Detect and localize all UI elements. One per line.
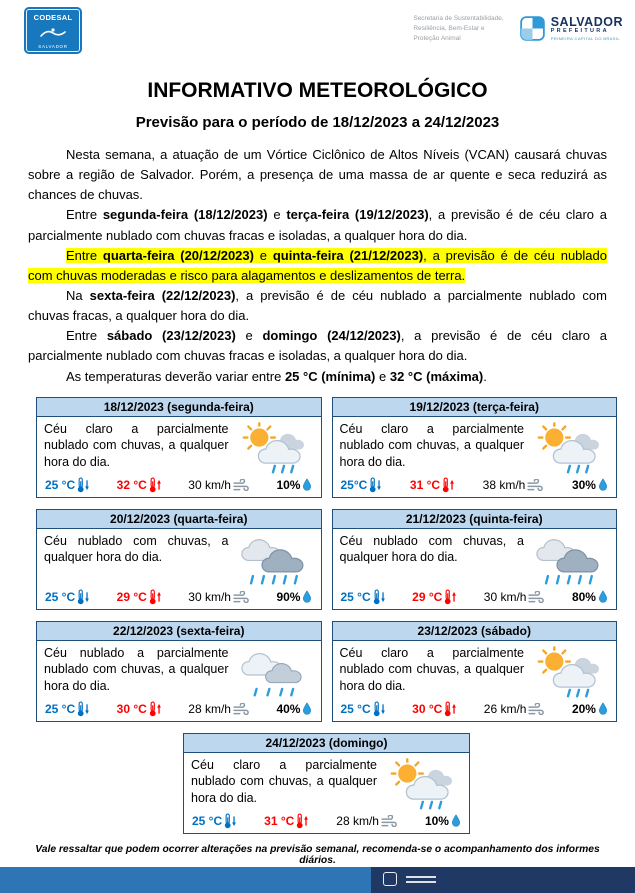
card-stats-row (333, 589, 617, 609)
min-temperature-group (341, 477, 383, 493)
body-text: , a previsão é de céu nublado a parcialmente nublado com chuvas fracas, a qualquer hora do dia. (28, 287, 607, 324)
max-temperature-group (412, 701, 457, 717)
wind-speed: 26 km/h (483, 701, 527, 716)
card-description: Céu claro a parcialmente nublado com chuvas, a qualquer hora do dia. (339, 421, 524, 469)
sun-cloud-rain-icon (527, 421, 609, 477)
wind-icon (528, 703, 545, 715)
wind-speed: 30 km/h (483, 589, 527, 604)
card-description: Céu nublado com chuvas, a qualquer hora do dia. (44, 533, 229, 565)
max-temperature: 32 °C (116, 477, 147, 492)
rain-probability: 10% (276, 477, 301, 492)
footer-strip (0, 867, 635, 893)
forecast-card (36, 509, 322, 610)
sun-cloud-rain-icon (380, 757, 462, 813)
raindrop-icon (598, 478, 608, 491)
secretariat-line: Resiliência, Bem-Estar e (413, 24, 485, 32)
rain-clouds-icon (232, 533, 314, 589)
body-text: , a previsão é de céu claro a parcialmente nublado com chuvas fracas e isoladas, a qualquer hora do dia. (28, 207, 608, 243)
thermometer-down-icon (373, 589, 386, 605)
thermometer-up-icon (149, 477, 162, 493)
salvador-flag-icon (520, 16, 545, 41)
salvador-logo-text (551, 16, 623, 42)
min-temperature: 25 °C (340, 701, 371, 716)
min-temperature: 25 °C (340, 589, 371, 604)
thermometer-down-icon (77, 477, 90, 493)
max-temperature: 31 °C (409, 477, 441, 492)
wind-speed-group (483, 478, 545, 492)
card-body (37, 417, 321, 477)
rain-probability-group (276, 478, 312, 492)
wind-icon (528, 591, 545, 603)
max-temperature: 29 °C (116, 589, 147, 604)
card-body (37, 641, 321, 701)
body-text: Entre (66, 247, 103, 263)
card-stats-row (37, 477, 321, 497)
rain-clouds-icon (527, 533, 609, 589)
secretariat-line: Proteção Animal (413, 34, 461, 42)
raindrop-icon (302, 478, 312, 491)
page-title: INFORMATIVO METEOROLÓGICO (147, 79, 488, 102)
max-temperature-group (117, 701, 162, 717)
wind-speed-group (188, 478, 250, 492)
card-date-header: 18/12/2023 (segunda-feira) (37, 398, 321, 417)
wind-icon (381, 815, 398, 827)
card-stats-row (37, 589, 321, 609)
bold-text: 32 °C (máxima) (389, 368, 484, 384)
forecast-paragraph (28, 145, 607, 205)
rain-probability: 20% (571, 701, 596, 716)
sun-cloud-rain-icon (232, 421, 314, 477)
min-temperature-group (45, 701, 90, 717)
wind-speed-group (188, 590, 250, 604)
rain-probability-group (572, 702, 608, 716)
card-body (184, 753, 469, 813)
card-description: Céu claro a parcialmente nublado com chuvas, a qualquer hora do dia. (191, 757, 377, 805)
forecast-card (332, 509, 618, 610)
clouds-rain-icon (232, 645, 314, 701)
max-temperature: 30 °C (412, 701, 443, 716)
sun-cloud-rain-icon (527, 645, 609, 701)
footer-strip-right (371, 867, 635, 893)
card-body (333, 529, 617, 589)
min-temperature-group (341, 589, 386, 605)
card-body (333, 417, 617, 477)
salvador-tagline: PRIMEIRA CAPITAL DO BRASIL (550, 36, 621, 42)
card-description: Céu nublado com chuvas, a qualquer hora do dia. (339, 533, 524, 565)
body-text: . (483, 368, 487, 384)
forecast-card (332, 621, 618, 722)
secretariat-line: Secretaria de Sustentabilidade, (413, 15, 504, 22)
forecast-paragraph (28, 326, 607, 366)
wind-speed-group (336, 814, 398, 828)
max-temperature: 29 °C (412, 589, 443, 604)
thermometer-up-icon (296, 813, 309, 829)
wind-icon (527, 479, 544, 491)
page-header (0, 0, 635, 54)
card-stats-row (184, 813, 469, 833)
rain-probability-group (276, 702, 312, 716)
thermometer-down-icon (77, 589, 90, 605)
codesal-wave-icon (40, 27, 66, 39)
forecast-card (36, 621, 322, 722)
body-text: Entre (66, 328, 107, 344)
body-text: Entre (66, 207, 103, 223)
raindrop-icon (302, 702, 312, 715)
raindrop-icon (451, 814, 461, 827)
min-temperature: 25 °C (45, 701, 76, 716)
forecast-text (28, 145, 607, 387)
card-body (37, 529, 321, 589)
codesal-logo-inner (26, 9, 80, 52)
thermometer-up-icon (444, 701, 457, 717)
wind-speed-group (484, 702, 546, 716)
thermometer-down-icon (77, 701, 90, 717)
rain-probability: 90% (276, 589, 301, 604)
codesal-logo-name: CODESAL (33, 13, 73, 22)
codesal-logo-city: SALVADOR (38, 44, 68, 49)
card-stats-row (333, 701, 617, 721)
footer-note: Vale ressaltar que podem ocorrer alterações na previsão semanal, recomenda-se o acompanhamento dos informes diários. (35, 843, 600, 866)
wind-speed: 30 km/h (188, 477, 231, 492)
page-subtitle: Previsão para o período de 18/12/2023 a 24/12/2023 (135, 114, 500, 131)
body-text: Nesta semana, a atuação de um Vórtice Ciclônico de Altos Níveis (VCAN) causará chuvas sobre a região de Salvador. Porém, a presença de uma massa de ar quente e seca reduzirá as chances de chuvas. (28, 147, 607, 203)
min-temperature-group (45, 589, 90, 605)
min-temperature: 25 °C (192, 813, 223, 828)
rain-probability-group (572, 478, 608, 492)
rain-probability: 40% (276, 701, 301, 716)
bold-text: sábado (23/12/2023) (106, 328, 236, 344)
forecast-cards-grid (36, 397, 617, 834)
salvador-prefeitura-logo (520, 16, 623, 42)
min-temperature-group (192, 813, 237, 829)
bold-text: domingo (24/12/2023) (262, 328, 401, 344)
wind-icon (233, 479, 250, 491)
card-description: Céu nublado a parcialmente nublado com chuvas, a qualquer hora do dia. (44, 645, 229, 693)
logo-lines-icon (406, 873, 436, 886)
body-text: As temperaturas deverão variar entre (66, 368, 285, 384)
body-text: e (375, 368, 390, 384)
body-text: , a previsão é de céu claro a parcialmente nublado com chuvas fracas e isoladas, a qualquer hora do dia. (28, 328, 607, 364)
thermometer-up-icon (444, 589, 457, 605)
card-body (333, 641, 617, 701)
min-temperature-group (341, 701, 386, 717)
wind-speed: 38 km/h (482, 477, 526, 492)
rain-probability: 80% (571, 589, 596, 604)
raindrop-icon (302, 590, 312, 603)
salvador-subtitle: PREFEITURA (550, 28, 609, 35)
thermometer-down-icon (224, 813, 237, 829)
footer-strip-left (0, 867, 371, 893)
max-temperature-group (264, 813, 309, 829)
forecast-paragraph (28, 286, 607, 326)
bold-text: segunda-feira (18/12/2023) (102, 207, 268, 223)
body-text: Na (66, 287, 90, 303)
body-text: e (267, 207, 287, 223)
rain-probability-group (425, 814, 461, 828)
bold-text: quinta-feira (21/12/2023) (272, 247, 424, 263)
card-date-header: 19/12/2023 (terça-feira) (333, 398, 617, 417)
card-date-header: 22/12/2023 (sexta-feira) (37, 622, 321, 641)
salvador-name: SALVADOR (550, 14, 623, 29)
max-temperature-group (412, 589, 457, 605)
thermometer-up-icon (442, 477, 455, 493)
wind-speed: 28 km/h (336, 813, 379, 828)
codesal-logo (24, 7, 82, 54)
min-temperature: 25 °C (45, 589, 76, 604)
wind-speed: 28 km/h (188, 701, 231, 716)
forecast-card (183, 733, 470, 834)
wind-speed-group (188, 702, 250, 716)
forecast-paragraph-highlighted (28, 246, 607, 286)
card-date-header: 20/12/2023 (quarta-feira) (37, 510, 321, 529)
min-temperature-group (45, 477, 90, 493)
thermometer-down-icon (369, 477, 382, 493)
rain-probability: 10% (424, 813, 449, 828)
min-temperature: 25°C (340, 477, 368, 492)
thermometer-down-icon (373, 701, 386, 717)
max-temperature: 30 °C (116, 701, 147, 716)
thermometer-up-icon (149, 701, 162, 717)
raindrop-icon (598, 702, 608, 715)
max-temperature-group (410, 477, 455, 493)
min-temperature: 25 °C (45, 477, 76, 492)
logo-mark-icon (383, 872, 397, 886)
forecast-paragraph (28, 205, 607, 245)
rain-probability-group (572, 590, 608, 604)
card-description: Céu claro a parcialmente nublado com chuvas, a qualquer hora do dia. (44, 421, 229, 469)
wind-speed-group (484, 590, 546, 604)
max-temperature: 31 °C (264, 813, 295, 828)
body-text: e (253, 247, 273, 263)
forecast-card (332, 397, 618, 498)
secretariat-text (413, 14, 503, 43)
body-text: e (235, 328, 263, 344)
footer-strip-logos (383, 872, 436, 886)
forecast-paragraph (28, 367, 607, 387)
max-temperature-group (117, 589, 162, 605)
wind-icon (233, 591, 250, 603)
rain-probability: 30% (571, 477, 596, 492)
card-date-header: 24/12/2023 (domingo) (184, 734, 469, 753)
wind-icon (233, 703, 250, 715)
body-text: , a previsão é de céu nublado com chuvas moderadas e risco para alagamentos e deslizamentos de terra. (28, 247, 607, 283)
card-description: Céu claro a parcialmente nublado com chuvas, a qualquer hora do dia. (339, 645, 524, 693)
bold-text: 25 °C (mínima) (284, 368, 376, 384)
rain-probability-group (276, 590, 312, 604)
bold-text: terça-feira (19/12/2023) (286, 207, 429, 223)
bold-text: sexta-feira (22/12/2023) (89, 287, 236, 303)
raindrop-icon (598, 590, 608, 603)
card-stats-row (333, 477, 617, 497)
max-temperature-group (117, 477, 162, 493)
thermometer-up-icon (149, 589, 162, 605)
card-date-header: 21/12/2023 (quinta-feira) (333, 510, 617, 529)
card-stats-row (37, 701, 321, 721)
card-date-header: 23/12/2023 (sábado) (333, 622, 617, 641)
header-right (413, 7, 623, 43)
wind-speed: 30 km/h (188, 589, 231, 604)
bold-text: quarta-feira (20/12/2023) (102, 247, 254, 263)
forecast-card (36, 397, 322, 498)
